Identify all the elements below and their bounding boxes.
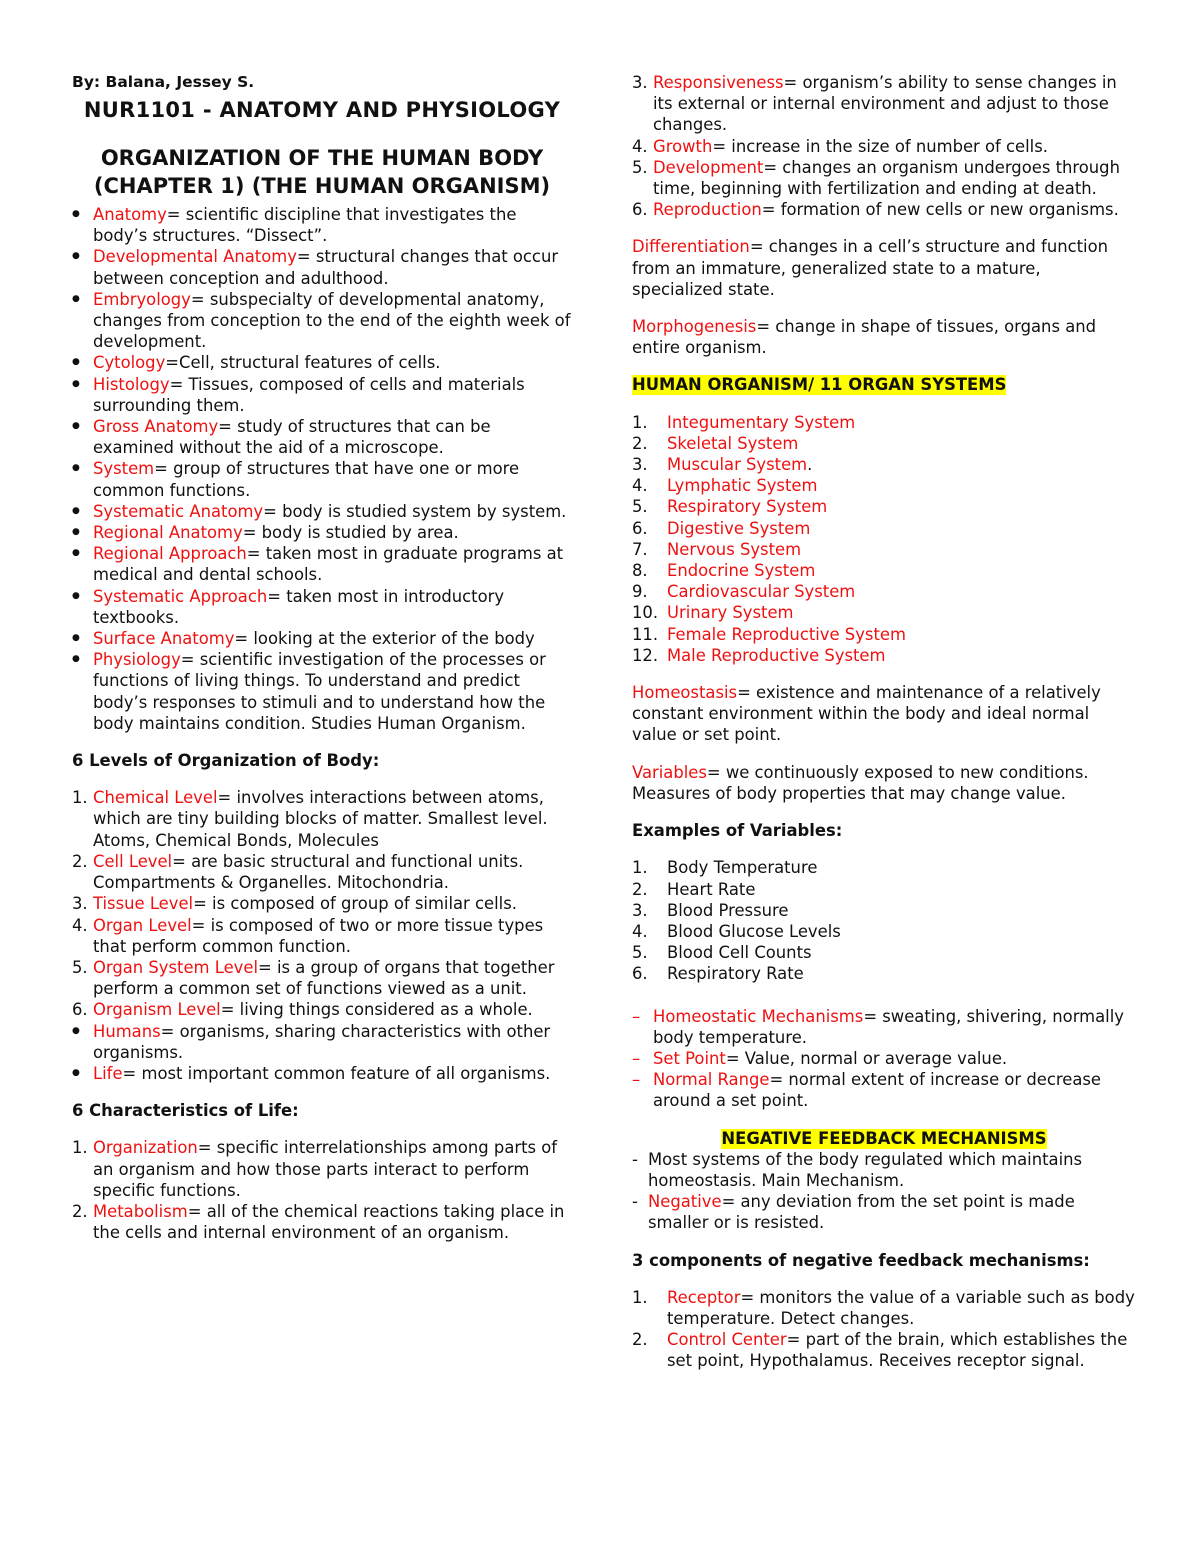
item-body	[667, 963, 804, 984]
item-number: 5.	[632, 157, 648, 177]
components-heading: 3 components of negative feedback mechanisms:	[632, 1250, 1090, 1270]
term: Anatomy	[93, 205, 167, 224]
variables-heading: Examples of Variables:	[632, 821, 843, 841]
item-body	[667, 1287, 1136, 1329]
list-item	[93, 374, 572, 416]
list-item	[632, 581, 1136, 602]
term: Gross Anatomy	[93, 417, 219, 437]
definition: = are basic structural and functional units. Compartments & Organelles. Mitochondria.	[93, 851, 524, 893]
item-body	[667, 900, 788, 921]
left-column	[72, 72, 572, 1243]
definition: = normal extent of increase or decrease around a set point.	[653, 1070, 1101, 1111]
term: Organization	[93, 1138, 198, 1158]
definition: = involves interactions between atoms, which are tiny building blocks of matter. Smallest level. Atoms, Chemical Bonds, Molecules	[93, 788, 548, 850]
list-item	[632, 963, 1136, 984]
levels-extra-list	[72, 1021, 572, 1085]
list-item	[632, 1048, 1136, 1069]
list-item	[72, 1201, 572, 1243]
item-number: 5.	[632, 497, 648, 517]
item-number: 6.	[632, 200, 648, 220]
characteristics-list-right	[632, 72, 1136, 220]
item-number: 6.	[72, 1000, 88, 1020]
item-body	[648, 1149, 1136, 1191]
item-number: 9.	[632, 582, 648, 602]
item-body	[648, 1191, 1136, 1233]
term: Embryology	[93, 289, 191, 309]
term: Surface Anatomy	[93, 629, 235, 649]
item-number: 11.	[632, 624, 659, 644]
definition: = taken most in introductory textbooks.	[93, 586, 505, 627]
list-item	[72, 893, 572, 914]
definition: = study of structures that can be examined without the aid of a microscope.	[93, 417, 491, 458]
item-number: 5.	[632, 943, 648, 963]
item-body	[653, 136, 1048, 157]
right-column	[632, 72, 1136, 1372]
list-item	[93, 1063, 572, 1084]
term: Histology	[93, 374, 170, 394]
term: Life	[93, 1063, 123, 1083]
differentiation-def: = changes in a cell’s structure and function from an immature, generalized state to a mature, specialized state.	[632, 237, 1109, 299]
course-title: NUR1101 - ANATOMY AND PHYSIOLOGY	[83, 98, 561, 122]
list-item	[632, 157, 1136, 199]
item-name: Female Reproductive System	[667, 624, 906, 644]
definition: = body is studied by area.	[242, 523, 459, 543]
item-body	[653, 1069, 1136, 1111]
variables-paragraph	[632, 762, 1136, 804]
item-body	[667, 879, 755, 900]
list-item	[632, 1069, 1136, 1111]
term: Chemical Level	[93, 788, 218, 808]
definition: = all of the chemical reactions taking place in the cells and internal environment of an organism.	[93, 1201, 565, 1243]
term: Development	[653, 157, 764, 177]
item-body	[667, 857, 817, 878]
definition: = part of the brain, which establishes the set point, Hypothalamus. Receives receptor signal.	[667, 1330, 1128, 1371]
list-item	[93, 289, 572, 353]
item-body	[667, 539, 801, 560]
dash-marker: –	[632, 1006, 641, 1026]
list-item	[632, 1287, 1136, 1329]
list-item	[632, 454, 1136, 475]
definition: = formation of new cells or new organisms.	[761, 200, 1119, 220]
item-number: 10.	[632, 603, 659, 623]
list-item	[93, 628, 572, 649]
definition: = is a group of organs that together perform a common set of functions viewed as a unit.	[93, 957, 555, 999]
list-item	[632, 900, 1136, 921]
item-body	[667, 624, 906, 645]
term: Tissue Level	[93, 894, 194, 914]
list-item	[72, 957, 572, 999]
item-number: 3.	[632, 900, 648, 920]
item-tail: .	[807, 455, 813, 475]
list-item	[632, 1191, 1136, 1233]
definition: = specific interrelationships among parts of an organism and how those parts interact to perform specific functions.	[93, 1138, 558, 1200]
negative-heading: NEGATIVE FEEDBACK MECHANISMS	[721, 1128, 1047, 1148]
item-number: 1.	[632, 858, 648, 878]
item-body	[667, 942, 812, 963]
definition: = scientific discipline that investigates the body’s structures. “Dissect”.	[93, 205, 517, 246]
morphogenesis-def: = change in shape of tissues, organs and entire organism.	[632, 317, 1097, 358]
item-body	[653, 72, 1136, 136]
item-body	[667, 454, 812, 475]
list-item	[72, 851, 572, 893]
item-number: 1.	[72, 1138, 88, 1158]
negative-feedback-list	[632, 1149, 1136, 1234]
list-item	[632, 475, 1136, 496]
item-number: 4.	[632, 476, 648, 496]
item-body	[93, 915, 572, 957]
term: Regional Anatomy	[93, 523, 243, 543]
term: Organ System Level	[93, 957, 258, 977]
term: Metabolism	[93, 1201, 188, 1221]
differentiation-paragraph	[632, 236, 1136, 300]
list-item	[93, 501, 572, 522]
list-item	[632, 496, 1136, 517]
item-body	[667, 475, 817, 496]
variables-term: Variables	[632, 762, 707, 782]
item-name: Nervous System	[667, 539, 802, 559]
definition: = Value, normal or average value.	[725, 1048, 1008, 1068]
dash-marker: -	[632, 1192, 638, 1212]
term: Receptor	[667, 1287, 741, 1307]
item-body	[667, 645, 885, 666]
levels-heading: 6 Levels of Organization of Body:	[72, 751, 380, 771]
definition: = is composed of group of similar cells.	[193, 894, 517, 914]
term: Cell Level	[93, 851, 173, 871]
list-item	[93, 246, 572, 288]
item-body	[667, 560, 815, 581]
list-item	[632, 199, 1136, 220]
item-number: 6.	[632, 518, 648, 538]
item-number: 3.	[632, 73, 648, 92]
dash-marker: -	[632, 1149, 638, 1169]
list-item	[632, 1006, 1136, 1048]
item-body	[653, 157, 1136, 199]
item-number: 2.	[72, 1201, 88, 1221]
term: Control Center	[667, 1330, 787, 1350]
list-item	[93, 649, 572, 734]
item-name: Blood Cell Counts	[667, 943, 812, 963]
item-number: 2.	[632, 433, 648, 453]
item-number: 1.	[632, 1287, 648, 1307]
item-number: 3.	[72, 894, 88, 914]
term: Negative	[648, 1192, 722, 1212]
term: Developmental Anatomy	[93, 247, 297, 267]
item-name: Respiratory Rate	[667, 964, 804, 984]
list-item	[93, 458, 572, 500]
item-name: Heart Rate	[667, 879, 756, 899]
item-body	[93, 1201, 572, 1243]
variables-def: = we continuously exposed to new conditions. Measures of body properties that may change value.	[632, 762, 1089, 803]
definition: = Tissues, composed of cells and materials surrounding them.	[93, 374, 525, 415]
item-name: Integumentary System	[667, 412, 856, 432]
term: Reproduction	[653, 200, 762, 220]
item-body	[667, 433, 798, 454]
definition: = organism’s ability to sense changes in its external or internal environment and adjust to those changes.	[653, 73, 1117, 135]
list-item	[632, 602, 1136, 623]
item-body	[93, 1137, 572, 1201]
term: Organ Level	[93, 915, 192, 935]
item-name: Muscular System	[667, 455, 808, 475]
item-number: 4.	[72, 915, 88, 935]
item-body	[93, 787, 572, 851]
list-item	[632, 539, 1136, 560]
definition: = any deviation from the set point is made smaller or is resisted.	[648, 1192, 1075, 1233]
list-item	[632, 921, 1136, 942]
item-number: 6.	[632, 964, 648, 984]
list-item	[632, 560, 1136, 581]
definition: =Cell, structural features of cells.	[165, 353, 441, 373]
dash-marker: –	[632, 1048, 641, 1068]
list-item	[632, 857, 1136, 878]
definition: = increase in the size of number of cells.	[712, 136, 1048, 156]
term: Homeostatic Mechanisms	[653, 1006, 864, 1026]
list-item	[632, 136, 1136, 157]
item-number: 2.	[632, 1330, 648, 1350]
term: Humans	[93, 1021, 161, 1041]
levels-list	[72, 787, 572, 1020]
item-name: Blood Pressure	[667, 900, 789, 920]
chapter-title: ORGANIZATION OF THE HUMAN BODY (CHAPTER 1) (THE HUMAN ORGANISM)	[93, 146, 551, 198]
definition: = sweating, shivering, normally body temperature.	[653, 1006, 1124, 1047]
item-body	[93, 893, 517, 914]
list-item	[72, 787, 572, 851]
definition: = living things considered as a whole.	[220, 1000, 533, 1020]
term: Systematic Approach	[93, 586, 268, 606]
item-body	[93, 999, 533, 1020]
list-item	[93, 1021, 572, 1063]
definition: = changes an organism undergoes through time, beginning with fertilization and ending at death.	[653, 157, 1120, 199]
item-number: 5.	[72, 957, 88, 977]
item-name: Skeletal System	[667, 433, 799, 453]
list-item	[93, 204, 572, 246]
item-name: Male Reproductive System	[667, 645, 886, 665]
list-item	[72, 999, 572, 1020]
list-item	[632, 433, 1136, 454]
definition: = scientific investigation of the processes or functions of living things. To understand and predict body’s responses to stimuli and to understand how the body maintains condition. Studies Human Organism.	[93, 650, 546, 733]
item-number: 12.	[632, 645, 659, 665]
item-name: Urinary System	[667, 603, 794, 623]
item-number: 4.	[632, 921, 648, 941]
list-item	[93, 586, 572, 628]
item-body	[653, 1048, 1007, 1069]
list-item	[93, 352, 572, 373]
author-line: By: Balana, Jessey S.	[72, 73, 255, 91]
item-number: 2.	[72, 851, 88, 871]
characteristics-heading: 6 Characteristics of Life:	[72, 1101, 299, 1121]
term: Cytology	[93, 353, 166, 373]
list-item	[632, 518, 1136, 539]
list-item	[632, 1149, 1136, 1191]
list-item	[93, 543, 572, 585]
item-body	[667, 496, 827, 517]
item-name: Respiratory System	[667, 497, 828, 517]
item-number: 3.	[632, 455, 648, 475]
definition: = taken most in graduate programs at medical and dental schools.	[93, 544, 564, 585]
definition: Most systems of the body regulated which maintains homeostasis. Main Mechanism.	[648, 1149, 1083, 1190]
term: Systematic Anatomy	[93, 501, 264, 521]
definition: = organisms, sharing characteristics with other organisms.	[93, 1021, 551, 1062]
definition: = is composed of two or more tissue types that perform common function.	[93, 915, 544, 956]
item-body	[667, 581, 855, 602]
definition: = group of structures that have one or more common functions.	[93, 459, 520, 500]
item-body	[667, 1329, 1136, 1371]
list-item	[72, 1137, 572, 1201]
term: Regional Approach	[93, 544, 247, 564]
definition: = monitors the value of a variable such as body temperature. Detect changes.	[667, 1287, 1135, 1328]
term: Organism Level	[93, 1000, 221, 1020]
term: Growth	[653, 136, 713, 156]
item-name: Endocrine System	[667, 561, 816, 581]
item-number: 8.	[632, 561, 648, 581]
organ-systems-heading-wrap	[632, 374, 1136, 395]
item-body	[667, 602, 794, 623]
homeostasis-term: Homeostasis	[632, 683, 738, 703]
morphogenesis-term: Morphogenesis	[632, 317, 757, 337]
list-item	[632, 1329, 1136, 1371]
list-item	[632, 72, 1136, 136]
item-body	[667, 412, 855, 433]
dash-marker: –	[632, 1070, 641, 1090]
list-item	[632, 645, 1136, 666]
definition: = subspecialty of developmental anatomy, changes from conception to the end of the eighth week of development.	[93, 289, 571, 352]
definition: = looking at the exterior of the body	[234, 629, 535, 649]
item-name: Blood Glucose Levels	[667, 921, 841, 941]
intro-terms-list	[72, 204, 572, 734]
list-item	[72, 915, 572, 957]
item-body	[653, 1006, 1136, 1048]
item-body	[667, 921, 841, 942]
characteristics-list-left	[72, 1137, 572, 1243]
homeostasis-def: = existence and maintenance of a relatively constant environment within the body and ideal normal value or set point.	[632, 683, 1101, 745]
list-item	[632, 879, 1136, 900]
item-body	[653, 199, 1119, 220]
item-body	[667, 518, 810, 539]
list-item	[93, 416, 572, 458]
list-item	[632, 942, 1136, 963]
item-name: Digestive System	[667, 518, 811, 538]
variable-examples-list	[632, 857, 1136, 984]
item-number: 2.	[632, 879, 648, 899]
term: Responsiveness	[653, 73, 784, 92]
term: Normal Range	[653, 1070, 770, 1090]
item-number: 7.	[632, 539, 648, 559]
morphogenesis-paragraph	[632, 316, 1136, 358]
components-list	[632, 1287, 1136, 1372]
item-body	[93, 851, 572, 893]
homeostatic-terms-list	[632, 1006, 1136, 1112]
definition: = most important common feature of all organisms.	[122, 1063, 551, 1083]
organ-systems-list	[632, 412, 1136, 666]
definition: = body is studied system by system.	[263, 501, 567, 521]
organ-systems-heading: HUMAN ORGANISM/ 11 ORGAN SYSTEMS	[632, 375, 1007, 395]
term: Set Point	[653, 1048, 726, 1068]
definition: = structural changes that occur between conception and adulthood.	[93, 247, 559, 288]
list-item	[93, 522, 572, 543]
item-name: Cardiovascular System	[667, 582, 856, 602]
term: Physiology	[93, 650, 181, 670]
negative-heading-wrap	[632, 1128, 1136, 1149]
item-name: Body Temperature	[667, 858, 818, 878]
homeostasis-paragraph	[632, 682, 1136, 746]
item-number: 1.	[632, 412, 648, 432]
list-item	[632, 412, 1136, 433]
list-item	[632, 624, 1136, 645]
term: System	[93, 459, 155, 479]
item-name: Lymphatic System	[667, 476, 818, 496]
item-number: 4.	[632, 136, 648, 156]
item-number: 1.	[72, 788, 88, 808]
differentiation-term: Differentiation	[632, 237, 750, 257]
item-body	[93, 957, 572, 999]
